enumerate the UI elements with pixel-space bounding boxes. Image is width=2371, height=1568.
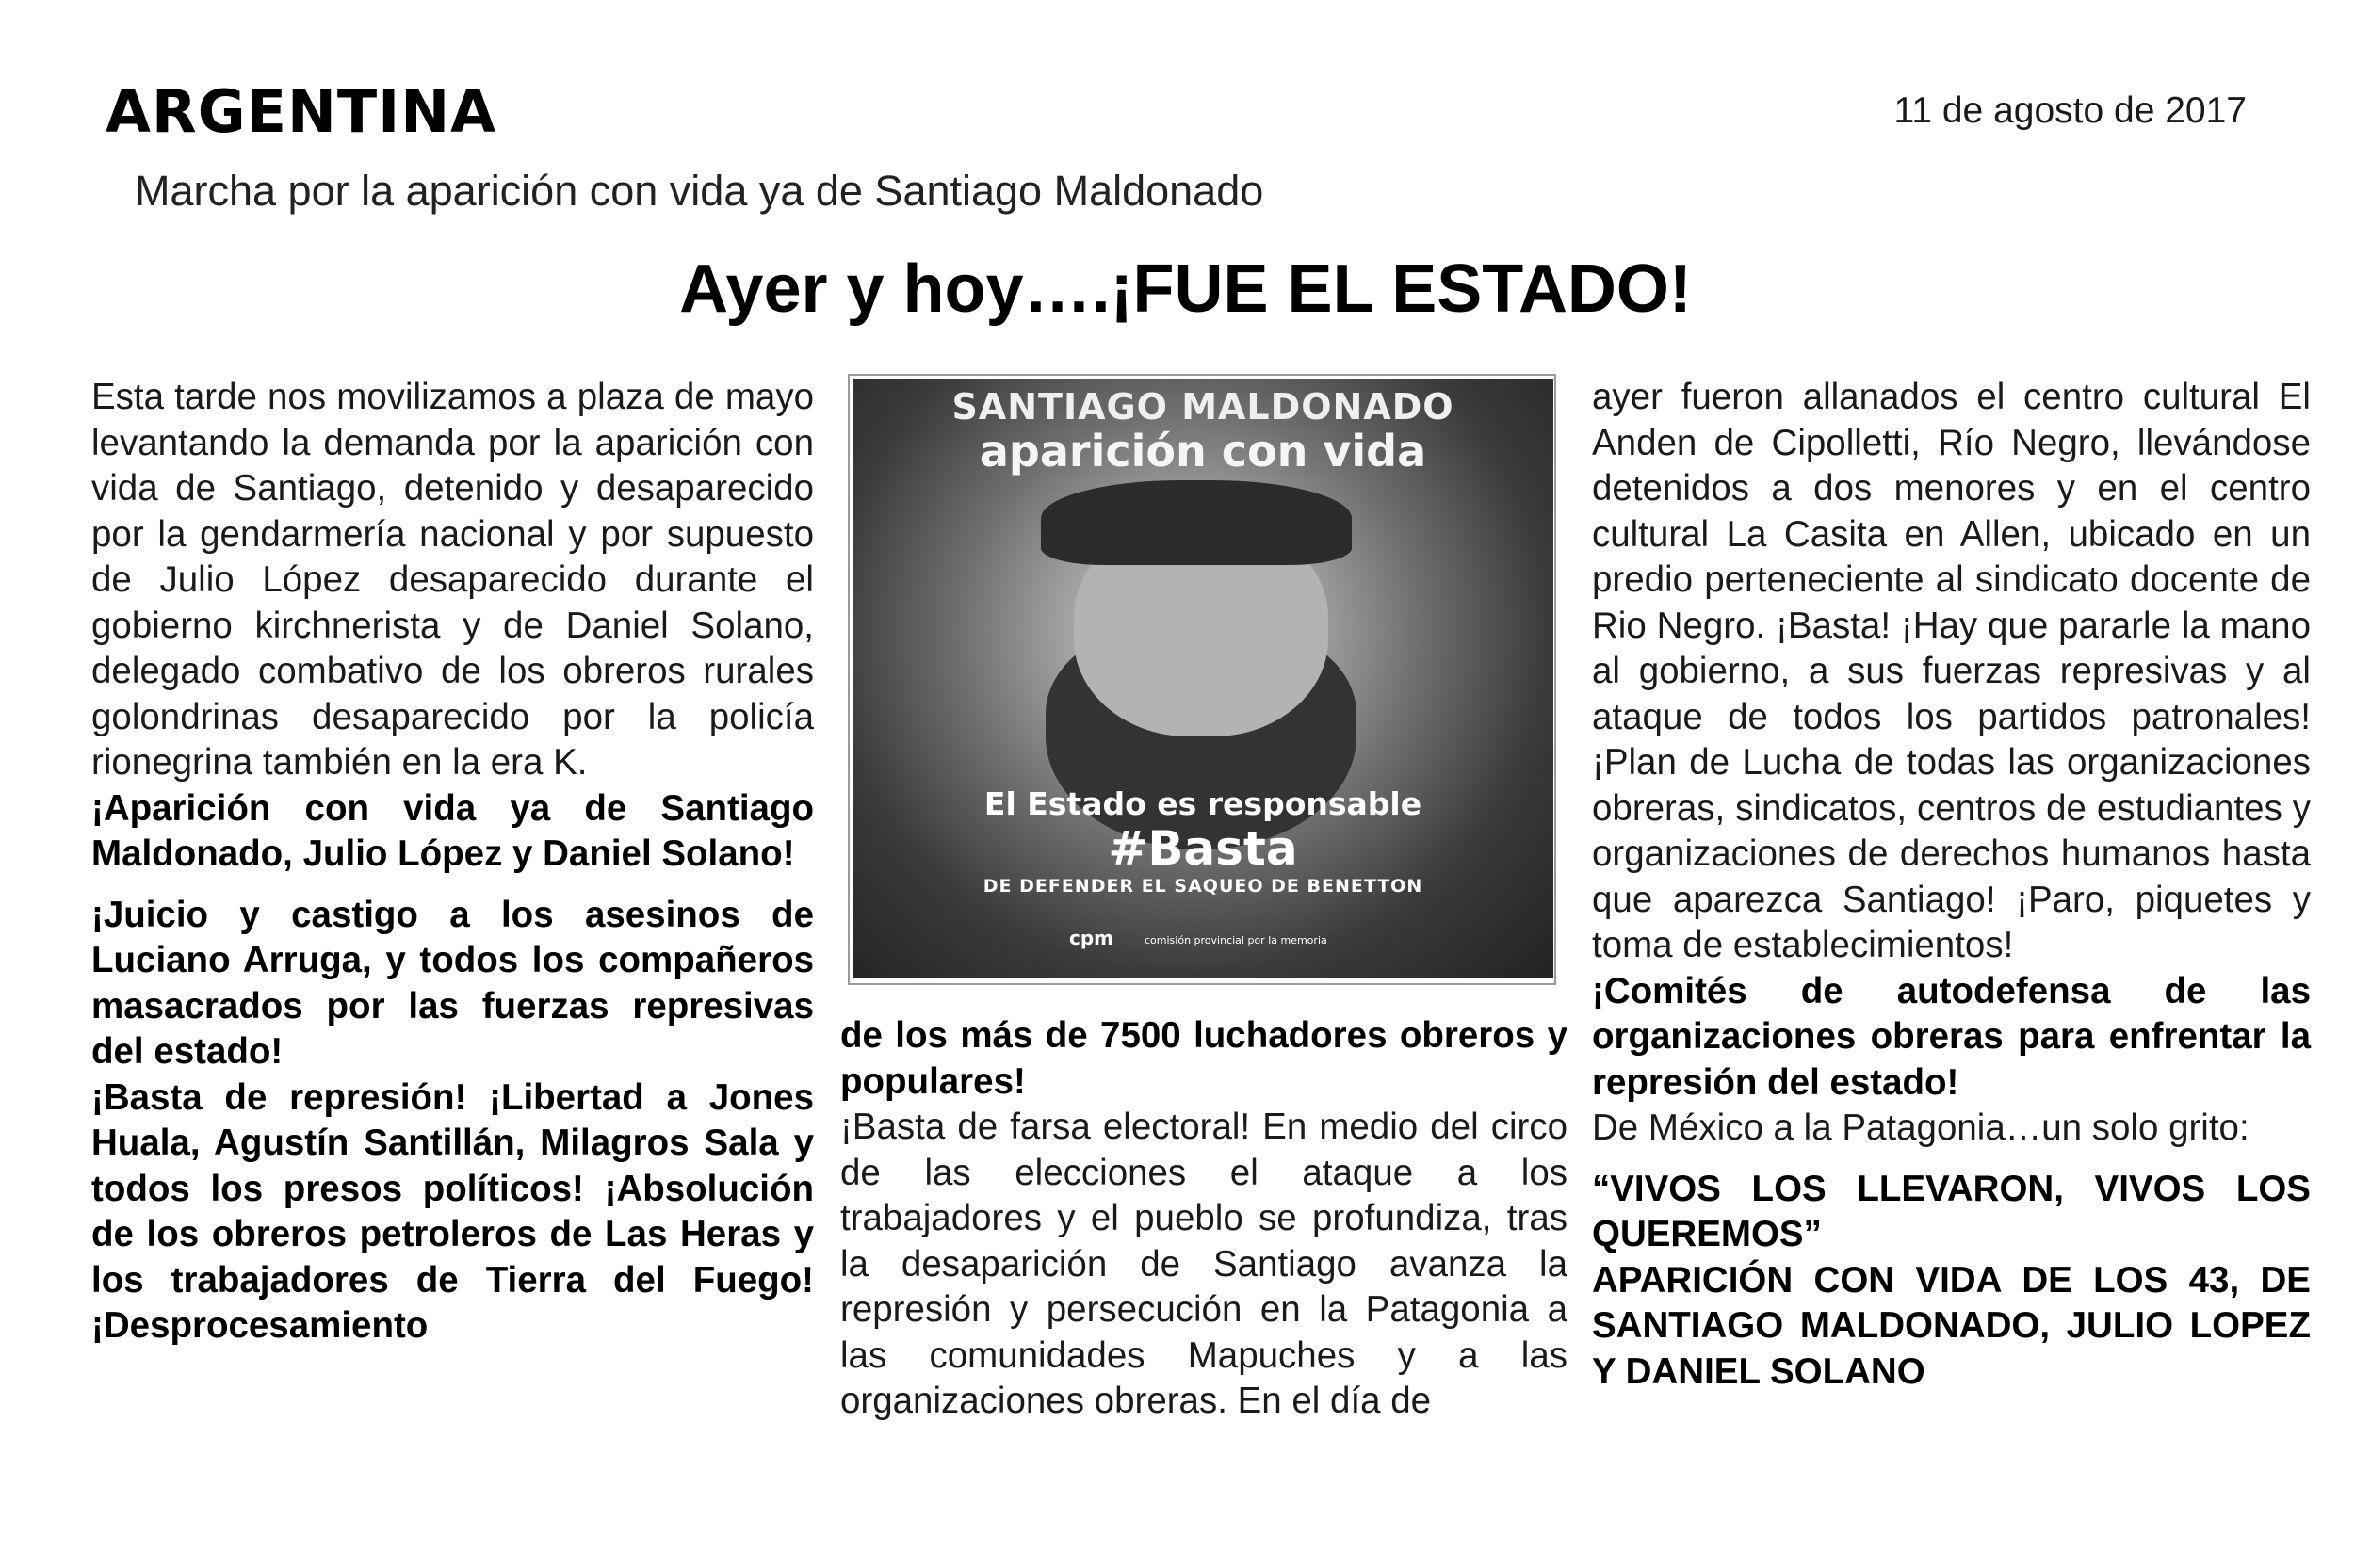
poster-slogan: aparición con vida <box>979 426 1427 477</box>
poster-image <box>848 374 1556 985</box>
article-column-2 <box>840 1013 1567 1425</box>
poster-name: SANTIAGO MALDONADO <box>951 386 1454 428</box>
paragraph: De México a la Patagonia…un solo grito: <box>1592 1107 2249 1148</box>
paragraph: ¡Basta de farsa electoral! En medio del circo de las elecciones el ataque a los trabajadores y el pueblo se profundiza, tras la desaparición de Santiago avanza la represión y persecución en la Patagonia a las comunidades Mapuches y a las organizaciones obreras. En el día de <box>840 1107 1567 1421</box>
article-column-1 <box>91 375 814 1350</box>
article-column-3 <box>1592 375 2311 1395</box>
headline: Ayer y hoy….¡FUE EL ESTADO! <box>679 251 1692 327</box>
poster-hashtag: #Basta <box>1108 821 1298 876</box>
demand-paragraph: ¡Comités de autodefensa de las organizaciones obreras para enfrentar la represión del estado! <box>1592 970 2311 1103</box>
cpm-full-name: comisión provincial por la memoria <box>1145 934 1327 946</box>
slogan-quote: “VIVOS LOS LLEVARON, VIVOS LOS QUEREMOS” <box>1592 1168 2311 1254</box>
closing-demand: APARICIÓN CON VIDA DE LOS 43, DE SANTIAGO MALDONADO, JULIO LOPEZ Y DANIEL SOLANO <box>1592 1259 2311 1392</box>
demand-paragraph: de los más de 7500 luchadores obreros y populares! <box>840 1015 1567 1102</box>
demand-paragraph: ¡Juicio y castigo a los asesinos de Luciano Arruga, y todos los compañeros masacrados por las fuerzas represivas del estado! <box>91 894 814 1072</box>
demand-paragraph: ¡Basta de represión! ¡Libertad a Jones Huala, Agustín Santillán, Milagros Sala y todos los presos políticos! ¡Absolución de los obreros petroleros de Las Heras y los trabajadores de Tierra del Fuego! ¡Desprocesamiento <box>91 1076 814 1346</box>
poster-photo <box>853 379 1553 978</box>
publication-date: 11 de agosto de 2017 <box>1893 90 2247 131</box>
paragraph: ayer fueron allanados el centro cultural El Anden de Cipolletti, Río Negro, llevándose detenidos a dos menores y en el centro cultural La Casita en Allen, ubicado en un predio perteneciente al sindicato docente de Rio Negro. ¡Basta! ¡Hay que pararle la mano al gobierno, a sus fuerzas represivas y al ataque de todos los partidos patronales! ¡Plan de Lucha de todas las organizaciones obreras, sindicatos, centros de estudiantes y organizaciones de derechos humanos hasta que aparezca Santiago! ¡Paro, piquetes y toma de establecimientos! <box>1592 377 2311 965</box>
portrait-shape <box>1041 480 1352 565</box>
poster-benetton: DE DEFENDER EL SAQUEO DE BENETTON <box>983 876 1423 897</box>
subtitle: Marcha por la aparición con vida ya de Santiago Maldonado <box>135 167 1264 215</box>
cpm-logo: cpm <box>1069 927 1114 949</box>
demand-paragraph: ¡Aparición con vida ya de Santiago Maldonado, Julio López y Daniel Solano! <box>91 787 814 874</box>
country-heading: ARGENTINA <box>106 77 497 146</box>
poster-responsible: El Estado es responsable <box>983 785 1422 822</box>
paragraph: Esta tarde nos movilizamos a plaza de mayo levantando la demanda por la aparición con vida de Santiago, detenido y desaparecido por la gendarmería nacional y por supuesto de Julio López desaparecido durante el gobierno kirchnerista y de Daniel Solano, delegado combativo de los obreros rurales golondrinas desaparecido por la policía rionegrina también en la era K. <box>91 377 814 783</box>
